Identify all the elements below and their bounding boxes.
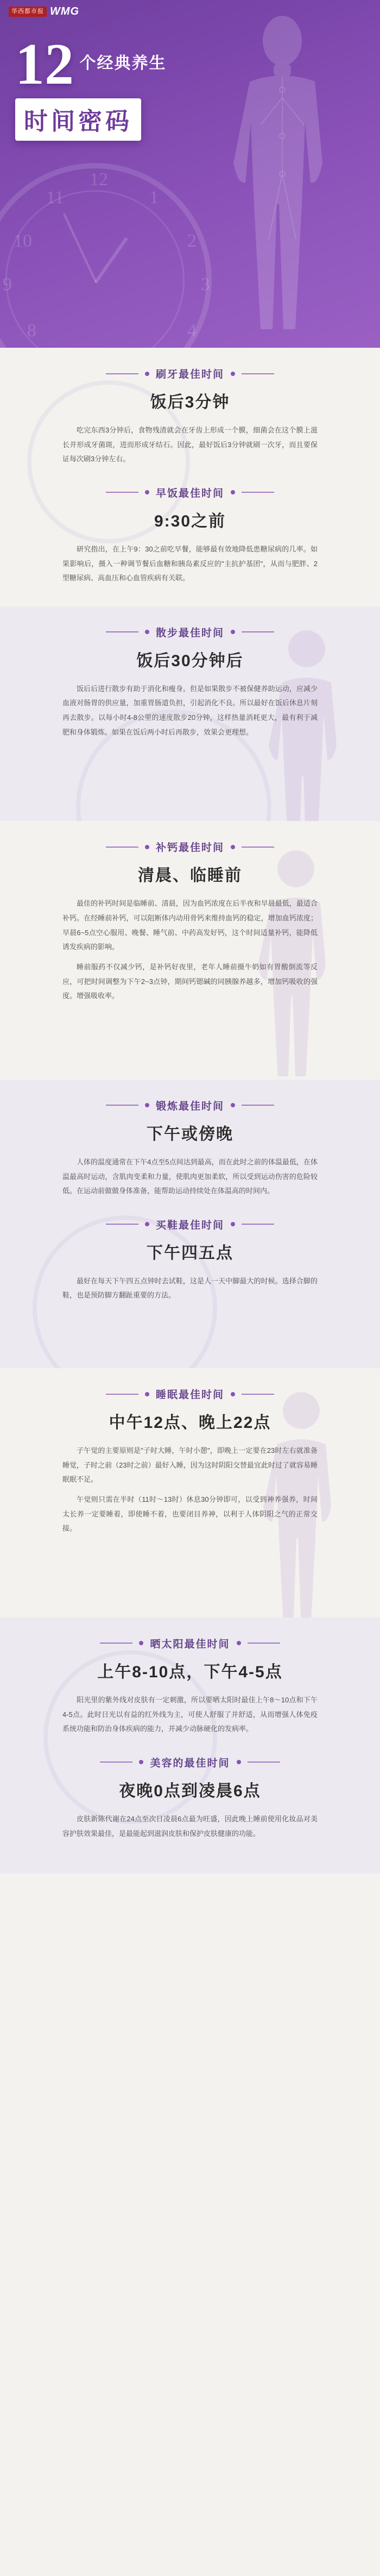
section-exercise-shoes [0, 1080, 380, 1368]
heading-line-right [242, 631, 274, 632]
hero-banner [0, 0, 380, 348]
answer-walking: 饭后30分钟后 [136, 651, 244, 670]
answer-breakfast: 9:30之前 [154, 512, 226, 530]
heading-breakfast [0, 485, 380, 500]
heading-calcium [0, 839, 380, 854]
heading-line-right [242, 492, 274, 493]
human-body-silhouette [217, 11, 347, 337]
site-logo[interactable] [9, 5, 79, 18]
heading-line-right [248, 1643, 280, 1644]
heading-line-left [106, 492, 138, 493]
heading-line-left [100, 1643, 132, 1644]
heading-shoes [0, 1217, 380, 1232]
heading-line-left [106, 1224, 138, 1225]
heading-line-left [100, 1762, 132, 1763]
heading-dot [145, 845, 149, 849]
answer-beauty: 夜晚0点到凌晨6点 [119, 1782, 261, 1800]
paragraph-exercise: 人体的温度通常在下午4点至5点间达到最高，而在此时之前的体温最低，在体温最高时运动，含肌肉变柔和力量，使肌肉更加柔软，所以受到运动伤害的危险较低。在运动前做做身体准备，能帮助运动持续处在体温高的时间内。 [62, 1157, 318, 1195]
paragraph-shoes: 最好在每天下午四五点钟时去试鞋，这是人一天中脚最大的时候。选择合脚的鞋，也是预防脚方翻趾重要的方法。 [62, 1276, 318, 1300]
heading-dot [237, 1641, 241, 1645]
answer-sleep: 中午12点、晚上22点 [109, 1414, 271, 1432]
answer-calcium: 清晨、临睡前 [138, 867, 242, 885]
heading-line-right [242, 1224, 274, 1225]
heading-dot [139, 1760, 143, 1764]
clock-number-11: 11 [46, 187, 64, 208]
heading-line-right [248, 1762, 280, 1763]
heading-dot [231, 845, 235, 849]
spacer [0, 1737, 380, 1755]
paragraph-sleep-2: 午觉则只需在半时（11时～13时）休息30分钟即可，以受到神养强养，时间太长养一定要睡着，即使睡不着，也要闭目养神，以利于人体阴阳之气的正常交接。 [62, 1495, 318, 1533]
heading-sunlight [0, 1636, 380, 1651]
spacer [0, 467, 380, 485]
heading-dot [231, 1392, 235, 1396]
heading-text: 晒太阳最佳时间 [150, 1638, 230, 1650]
heading-dot [231, 1222, 235, 1226]
section-brushing-breakfast [0, 348, 380, 606]
heading-exercise [0, 1098, 380, 1113]
clock-number-8: 8 [27, 321, 36, 341]
heading-line-left [106, 847, 138, 848]
paragraph-breakfast: 研究指出，在上午9：30之前吃早餐，能够最有效地降低患糖尿病的几率。如果影响后，摄入一种调节餐后血糖和胰岛素反应的"主抗护基团"，从而与肥胖、2型糖尿病、高血压和心血管疾病有关联。 [62, 544, 318, 582]
heading-dot [145, 1222, 149, 1226]
heading-sleep [0, 1387, 380, 1401]
logo-english-text: WMG [50, 5, 80, 17]
heading-text: 早饭最佳时间 [155, 487, 224, 499]
heading-walking [0, 625, 380, 640]
clock-number-1: 1 [149, 187, 159, 208]
clock-number-4: 4 [187, 321, 197, 341]
section-calcium [0, 821, 380, 1079]
heading-line-left [106, 373, 138, 374]
heading-text: 睡眠最佳时间 [155, 1389, 224, 1401]
heading-line-right [242, 1394, 274, 1395]
heading-line-left [106, 631, 138, 632]
section-sunlight-beauty [0, 1618, 380, 1873]
heading-text: 买鞋最佳时间 [155, 1219, 224, 1231]
hero-subtitle-line2: 时间密码 [15, 98, 141, 141]
heading-dot [231, 1103, 235, 1107]
paragraph-calcium-1: 最佳的补钙时间是临睡前、清晨，因为血钙浓度在后半夜和早晨最低，最适合补钙。在经睡前补钙，可以阻断体内动用骨钙来维持血钙的稳定，增加血钙浓度；早晨6~5点空心服用、晚餐、睡气前、中药高发好钙，这个时间适量补钙，能降低诱发疾病的影响。 [62, 899, 318, 951]
heading-dot [145, 630, 149, 634]
clock-number-3: 3 [201, 274, 210, 294]
heading-text: 锻炼最佳时间 [155, 1100, 224, 1112]
answer-brushing: 饭后3分钟 [150, 393, 230, 411]
heading-text: 刷牙最佳时间 [155, 369, 224, 380]
heading-line-left [106, 1105, 138, 1106]
heading-dot [145, 372, 149, 376]
paragraph-beauty: 皮肤新陈代谢在24点至次日凌晨6点最为旺盛，因此晚上睡前使用化妆品对美容护肤效果最佳，是最能起到滋润皮肤和保护皮肤健康的功能。 [62, 1814, 318, 1838]
heading-brushing [0, 366, 380, 381]
heading-text: 美容的最佳时间 [150, 1757, 230, 1769]
paragraph-sleep-1: 子午觉的主要原则是"子时大睡，午时小憩"，即晚上一定要在23时左右就准备睡觉，子时之前（23时之前）最好入睡，因为这时阴阳交替最宜此时过了就容易睡眠眠不足。 [62, 1446, 318, 1484]
heading-beauty [0, 1755, 380, 1770]
paragraph-walking: 饭后后进行散步有助于消化和瘦身。但是如果散步不被保健养助运动，应减少血液对肠胃的供应量，加重胃肠道负担，引起消化不良。所以最好在饭后休息片刻再去散步。以每小时4-8公里的速度散步20分钟，这样热量消耗更大，最有利于减肥和身体锻炼。如果在饭后两小时后再散步，效果会更理想。 [62, 684, 318, 736]
heading-dot [145, 1392, 149, 1396]
paragraph-sunlight: 阳光里的紫外线对皮肤有一定刺激，所以要晒太阳时最佳上午8～10点和下午4-5点。此时日光以有益的红外线为主，可使人舒服了并舒适，从而增强人体免疫系统功能和防治身体疾病的能力，并减少动脉硬化的发病率。 [62, 1695, 318, 1733]
heading-line-right [242, 373, 274, 374]
hero-subtitle-line1: 个经典养生 [79, 54, 167, 72]
heading-dot [231, 490, 235, 494]
answer-exercise: 下午或傍晚 [147, 1125, 233, 1143]
clock-number-12: 12 [90, 170, 108, 190]
answer-shoes: 下午四五点 [147, 1244, 233, 1262]
hero-title-block [15, 32, 167, 141]
section-walking [0, 606, 380, 822]
heading-line-left [106, 1394, 138, 1395]
heading-text: 散步最佳时间 [155, 627, 224, 639]
heading-dot [231, 630, 235, 634]
answer-sunlight: 上午8-10点，下午4-5点 [97, 1663, 283, 1681]
heading-dot [145, 1103, 149, 1107]
heading-text: 补钙最佳时间 [155, 842, 224, 854]
spacer [0, 1199, 380, 1217]
paragraph-brushing: 吃完东西3分钟后，食物残渣就会在牙齿上形成一个膜，细菌会在这个膜上滋长并形成牙菌斑，进而形成牙结石。因此，最好饭后3分钟就刷一次牙，而且要保证每次刷3分钟左右。 [62, 426, 318, 463]
heading-dot [231, 372, 235, 376]
hero-number: 12 [15, 32, 74, 97]
clock-number-2: 2 [187, 231, 197, 251]
heading-line-right [242, 1105, 274, 1106]
clock-number-10: 10 [14, 231, 32, 251]
clock-number-9: 9 [3, 274, 12, 294]
section-sleep [0, 1368, 380, 1618]
paragraph-calcium-2: 睡前服药不仅减少钙，是补钙好夜里，老年人睡前摄牛奶如有胃酸倒流等反应，可把时间调整为下午2~3点钟，期间钙锶碱的同胰腺养越多，增加钙吸收的强度。增强吸收率。 [62, 962, 318, 1000]
heading-dot [145, 490, 149, 494]
heading-dot [139, 1641, 143, 1645]
heading-line-right [242, 847, 274, 848]
heading-dot [237, 1760, 241, 1764]
logo-chinese-text: 华西都市报 [9, 7, 47, 16]
